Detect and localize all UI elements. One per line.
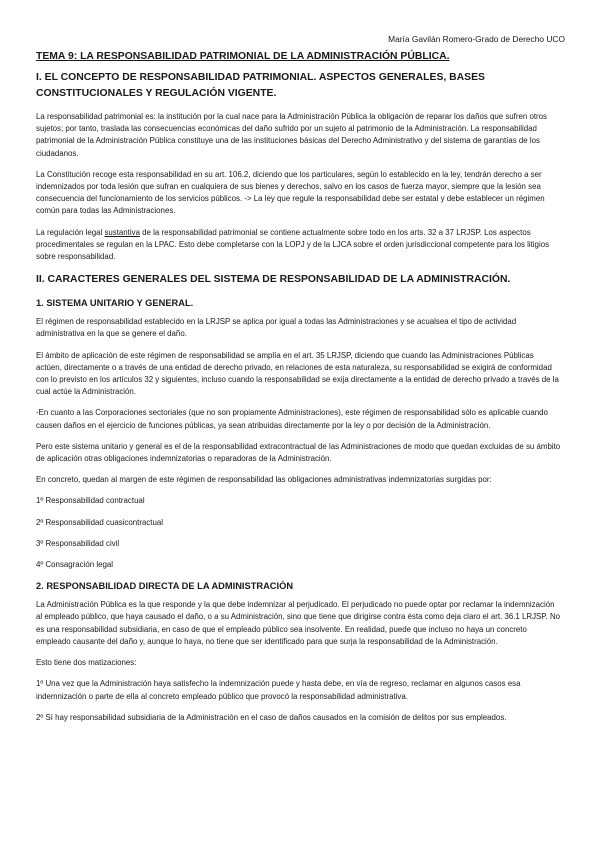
section-1-paragraph-1: La responsabilidad patrimonial es: la institución por la cual nace para la Administración Pública la obligación de reparar los daños que sufren otros sujetos; por tanto, traslada las consecuencias económicas del daño sufrido por un sujeto al patrimonio de la Administración. La responsabilidad patrimonial de la Administración Pública constituye una de las instituciones básicas del Derecho Administrativo y del sistema de garantías de los ciudadanos. — [36, 112, 547, 158]
section-1-paragraph-2: La Constitución recoge esta responsabilidad en su art. 106.2, diciendo que los particulares, según lo establecido en la ley, tendrán derecho a ser indemnizados por toda lesión que sufran en cualquiera de sus bienes y derechos, salvo en los casos de fuerza mayor, siempre que la lesión sea consecuencia del funcionamiento de los servicios públicos. -> La ley que regule la responsabilidad debe ser estatal y debe establecer un régimen común para todas las Administraciones. — [36, 169, 545, 216]
subsection-2-paragraph-4: 2º Sí hay responsabilidad subsidiaria de la Administración en el caso de daños causados en la comisión de delitos por sus empleados. — [36, 712, 507, 722]
p3-text-after: de la responsabilidad patrimonial se contiene actualmente sobre todo en los arts. 32 a 37 LRJSP. Los aspectos procedimentales se regulan en la LPAC. Esto debe completarse con la LOPJ y de la LJCA sobre el orden jurisdiccional competente para los litigios sobre responsabilidad. — [36, 227, 550, 262]
subsection-2-paragraph-3: 1º Una vez que la Administración haya satisfecho la indemnización puede y hasta debe, en vía de regreso, reclamar en algunos casos esa indemnización o parte de ella al concreto empleado público que provocó la responsabilidad administrativa. — [36, 679, 521, 701]
subsection-1-paragraph-2: El ámbito de aplicación de este régimen de responsabilidad se amplía en el art. 35 LRJSP, diciendo que cuando las Administraciones Públicas actúen, directamente o a través de una entidad de derecho privado, en relaciones de esta naturaleza, su responsabilidad se exigirá de conformidad con lo previsto en los artículos 32 y siguientes, incluso cuando la responsabilidad se exija directamente a la entidad de derecho privado a través de la cual actúe la Administración. — [36, 350, 559, 397]
section-2-heading: II. CARACTERES GENERALES DEL SISTEMA DE RESPONSABILIDAD DE LA ADMINISTRACIÓN. — [36, 274, 511, 286]
subsection-2-heading: 2. RESPONSABILIDAD DIRECTA DE LA ADMINISTRACIÓN — [36, 581, 294, 592]
p3-text-before: La regulación legal — [36, 227, 105, 237]
section-1-paragraph-3 — [36, 227, 561, 264]
subsection-1-paragraph-3: -En cuanto a las Corporaciones sectoriales (que no son propiamente Administraciones), este régimen de responsabilidad sólo es aplicable cuando causen daños en el ejercicio de funciones públicas, ya sean atribuidas directamente por la ley o por decisión de la Administración. — [36, 408, 548, 430]
list-item: 4º Consagración legal — [36, 560, 114, 570]
p3-underlined-word: sustantiva — [104, 227, 140, 237]
subsection-2-paragraph-2: Esto tiene dos matizaciones: — [36, 658, 137, 668]
list-item: 1º Responsabilidad contractual — [36, 496, 145, 506]
subsection-2-paragraph-1: La Administración Pública es la que responde y la que debe indemnizar al perjudicado. El perjudicado no puede optar por reclamar la indemnización al empleado público, que haya causado el daño, o a su Administración, sino que tiene que dirigirse contra ésta como deja claro el art. 36.1 LRJSP. No es una responsabilidad subsidiaria, en caso de que el empleado público sea insolvente. En realidad, puede que incluso no haya un concreto empleado causante del daño y, aunque lo haya, no tiene que ser identificado para que surja la responsabilidad de la Administración. — [36, 600, 561, 646]
list-item: 2º Responsabilidad cuasicontractual — [36, 517, 164, 527]
subsection-1-paragraph-1: El régimen de responsabilidad establecido en la LRJSP se aplica por igual a todas las Administraciones y se acualsea el tipo de actividad administrativa en la que se genere el daño. — [36, 317, 517, 339]
exclusions-list — [36, 495, 561, 571]
subsection-1-paragraph-5: En concreto, quedan al margen de este régimen de responsabilidad las obligaciones administrativas indemnizatorias surgidas por: — [36, 475, 492, 485]
subsection-1-paragraph-4: Pero este sistema unitario y general es el de la responsabilidad extracontractual de las Administraciones de modo que quedan excluidas de su ámbito de aplicación otras obligaciones indemnizatorias o reparadoras de la Administración. — [36, 441, 561, 464]
document-title: TEMA 9: LA RESPONSABILIDAD PATRIMONIAL DE LA ADMINISTRACIÓN PÚBLICA. — [36, 51, 450, 62]
running-header: María Gavilán Romero-Grado de Derecho UCO — [388, 34, 565, 44]
section-1-heading: I. EL CONCEPTO DE RESPONSABILIDAD PATRIMONIAL. ASPECTOS GENERALES, BASES CONSTITUCIONALES Y REGULACIÓN VIGENTE. — [36, 72, 485, 99]
list-item: 3º Responsabilidad civil — [36, 538, 120, 548]
subsection-1-heading: 1. SISTEMA UNITARIO Y GENERAL. — [36, 298, 194, 309]
